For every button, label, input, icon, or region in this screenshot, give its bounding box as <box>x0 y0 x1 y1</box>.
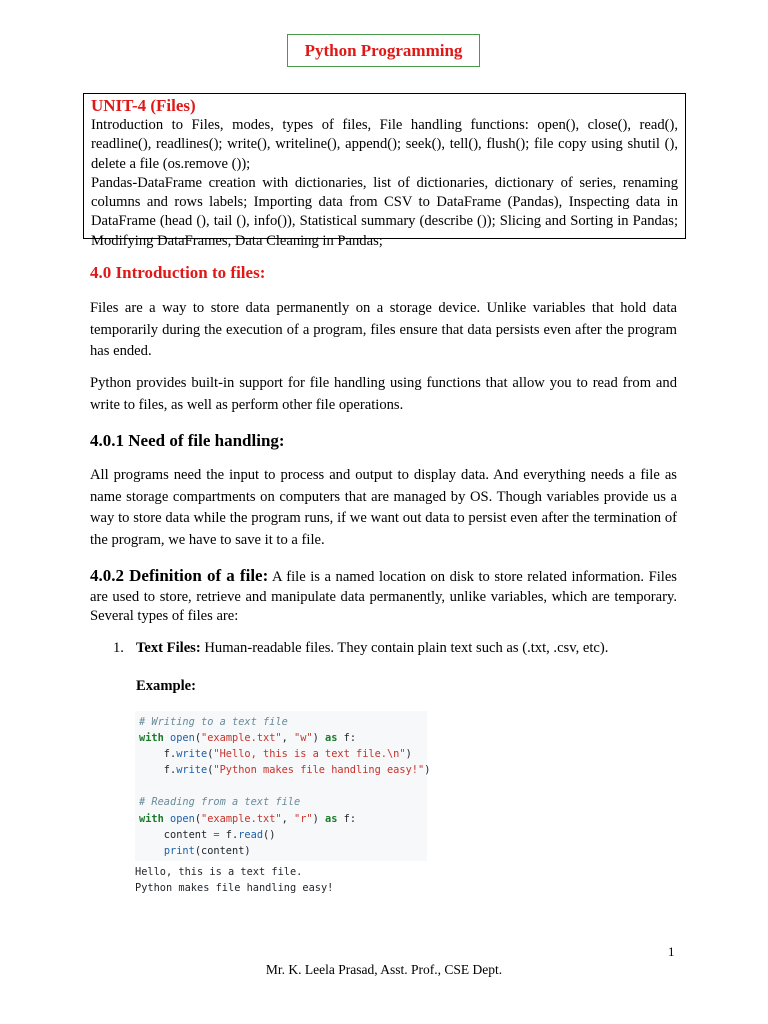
list-item <box>113 640 608 657</box>
unit-para-pandas: Pandas-DataFrame creation with dictionaries, list of dictionaries, dictionary of series, renaming columns and rows labels; Importing data from CSV to DataFrame (Pandas), Inspecting data in DataFrame (head (), tail (), info()), Statistical summary (describe ()); Slicing and Sorting in Pandas; Modifying DataFrames, Data Cleaning in Pandas; <box>91 174 678 249</box>
section-definition <box>90 566 677 627</box>
section-definition-text: A file is a named location on disk to store related information. Files are used to store, retrieve and manipulate data permanently, unlike variables, which are temporary. Several types of files are: <box>90 569 677 624</box>
page-number: 1 <box>668 944 675 959</box>
section-need-heading: 4.0.1 Need of file handling: <box>90 431 285 450</box>
output-line-2: Python makes file handling easy! <box>135 882 334 895</box>
code-line-5 <box>139 778 423 794</box>
code-line-1: # Writing to a text file <box>139 716 288 728</box>
code-line-8: content = f.read() <box>139 828 276 841</box>
document-title <box>287 34 480 67</box>
code-line-2: with open("example.txt", "w") as f: <box>139 732 357 745</box>
unit-para-files: Introduction to Files, modes, types of files, File handling functions: open(), close(), read(), readline(), readlines(); write(), writeline(), append(); seek(), tell(), flush(); file copy using shutil (), delete a file (os.remove ()); <box>91 117 678 172</box>
section-intro-para-1: Files are a way to store data permanently on a storage device. Unlike variables that hold data temporarily during the execution of a program, files ensure that data persists even after the program has ended. <box>90 300 677 359</box>
unit-heading: UNIT-4 (Files) <box>91 96 196 115</box>
code-line-3: f.write("Hello, this is a text file.\n") <box>139 748 412 761</box>
section-definition-heading: 4.0.2 Definition of a file: <box>90 566 269 585</box>
code-block <box>135 711 431 861</box>
document-title-text: Python Programming <box>304 40 463 60</box>
section-intro-para-2: Python provides built-in support for file handling using functions that allow you to read from and write to files, as well as perform other file operations. <box>90 375 677 413</box>
code-line-4: f.write("Python makes file handling easy!") <box>139 764 431 777</box>
unit-syllabus-box <box>83 93 686 249</box>
output-line-1: Hello, this is a text file. <box>135 866 303 878</box>
list-item-number: 1. <box>113 640 124 656</box>
page-footer: Mr. K. Leela Prasad, Asst. Prof., CSE Dept. <box>265 962 503 977</box>
list-item-label: Text Files: <box>136 640 201 656</box>
section-need-para: All programs need the input to process and output to display data. And everything needs a file as name storage compartments on computers that are managed by OS. Though variables provide us a way to store data while the program runs, if we want out data to persist even after the termination of the program, we have to save it to a file. <box>90 467 677 548</box>
code-line-6: # Reading from a text file <box>139 796 301 809</box>
list-item-text: Human-readable files. They contain plain text such as (.txt, .csv, etc). <box>200 640 609 656</box>
code-output <box>135 864 427 896</box>
code-line-7: with open("example.txt", "r") as f: <box>139 812 357 825</box>
section-intro-heading: 4.0 Introduction to files: <box>90 263 266 282</box>
code-line-9: print(content) <box>163 844 251 857</box>
example-label: Example: <box>136 678 196 694</box>
